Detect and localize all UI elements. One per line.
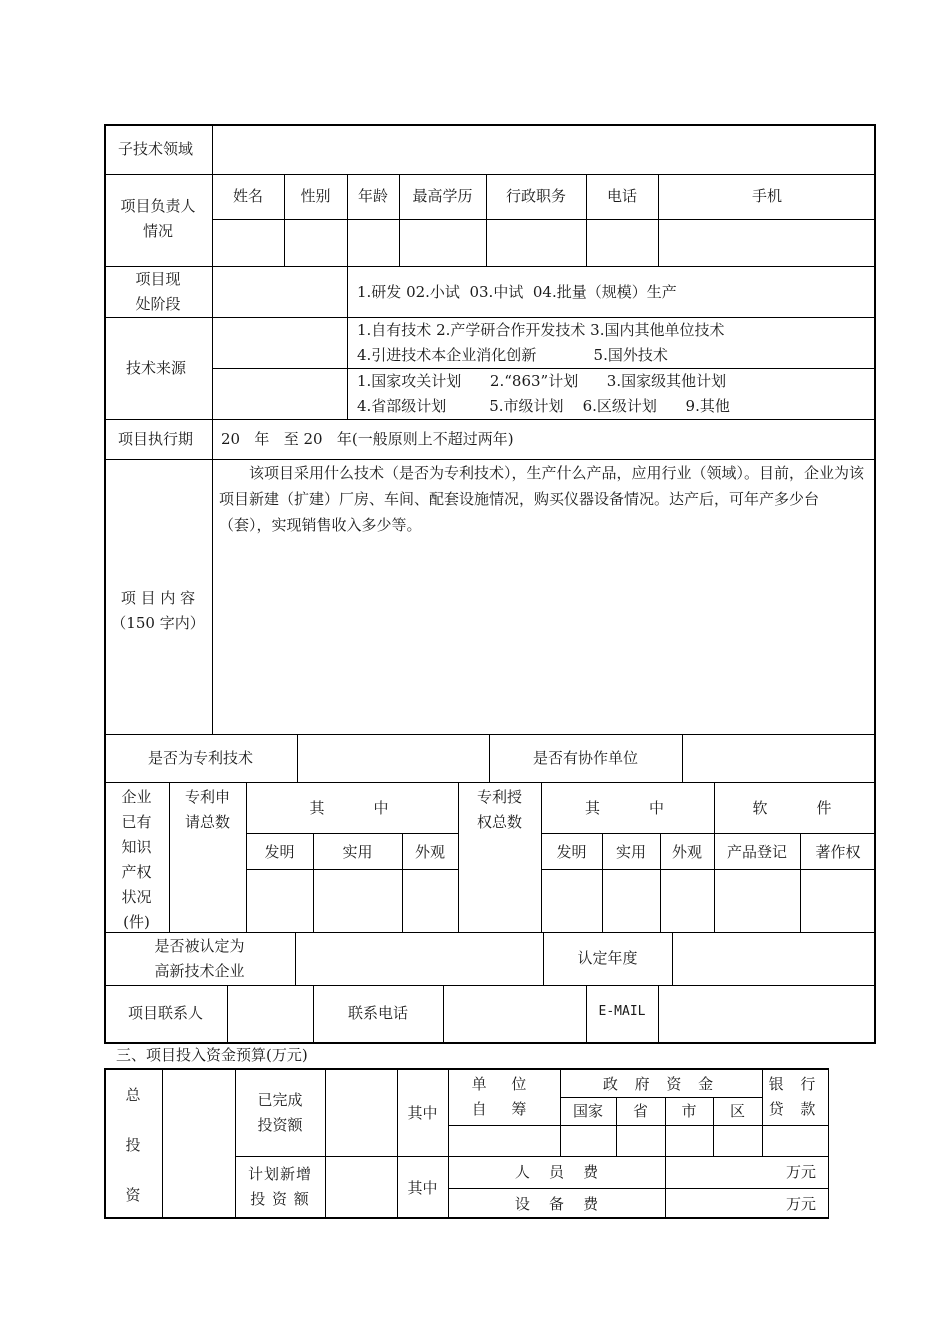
cert-year-input[interactable] [673,933,874,984]
budget-row-line [560,1097,762,1098]
sub-tech-field-label: 子技术领域 [118,140,194,158]
among-label-b: 其中 [407,1179,438,1197]
row-line [104,317,876,318]
equipment-unit: 万元 [786,1195,817,1213]
leader-col-education: 最高学历 [412,187,473,205]
gov-funds-label: 政 府 资 金 [602,1075,720,1093]
district-label: 区 [729,1102,745,1120]
completed-investment-label: 已完成 投资额 [257,1091,303,1134]
design-label-2: 外观 [671,843,702,861]
planned-investment-label: 计划新增 投 资 额 [247,1165,312,1208]
row-line [104,266,876,267]
period-value[interactable]: 20 年 至 20 年(一般原则上不超过两年) [221,430,514,448]
leader-mobile-input[interactable] [659,220,874,265]
col-line [212,124,213,734]
phone-input[interactable] [444,986,585,1042]
bank-loan-label: 银 行 贷 款 [768,1075,822,1118]
leader-col-phone: 电话 [606,187,637,205]
budget-col-line [325,1068,326,1219]
email-label: E-MAIL [598,1004,646,1019]
design-label-1: 外观 [414,843,445,861]
row-line [104,174,876,175]
partner-label: 是否有协作单位 [532,749,638,767]
leader-name-input[interactable] [213,220,283,265]
content-label: 项 目 内 容 （150 字内） [111,589,205,632]
invention-label-1: 发明 [264,843,295,861]
stage-label: 项目现 处阶段 [135,270,181,313]
leader-col-position: 行政职务 [505,187,566,205]
leader-col-gender: 性别 [300,187,331,205]
leader-info-label: 项目负责人 情况 [120,197,196,240]
plan-line1: 1.国家攻关计划 2.“863”计划 3.国家级其他计划 [357,372,727,390]
budget-col-line [162,1068,163,1219]
period-label: 项目执行期 [118,430,194,448]
among-label-2: 其 中 [584,799,671,817]
personnel-unit: 万元 [786,1163,817,1181]
software-label: 软 件 [752,799,838,817]
utility-label-2: 实用 [615,843,646,861]
product-registration-label: 产品登记 [726,843,787,861]
patent-grant-total-label: 专利授 权总数 [476,788,522,831]
col-line [347,266,348,419]
equipment-cost-label: 设 备 费 [514,1195,599,1213]
leader-col-mobile: 手机 [751,187,782,205]
row-line [246,869,458,870]
national-label: 国家 [572,1102,603,1120]
budget-section-title: 三、项目投入资金预算(万元) [116,1046,308,1064]
cert-year-label: 认定年度 [577,949,638,967]
tech-source-line2: 4.引进技术本企业消化创新 5.国外技术 [357,346,668,364]
budget-row-line [448,1125,828,1126]
tech-source-label: 技术来源 [126,359,187,377]
row-line [246,833,458,834]
patent-tech-label: 是否为专利技术 [147,749,253,767]
tech-source-line1: 1.自有技术 2.产学研合作开发技术 3.国内其他单位技术 [357,321,725,339]
leader-col-name: 姓名 [232,187,263,205]
ip-status-label: 企业 已有 知识 产权 状况 (件) [121,788,152,931]
sub-tech-field-input[interactable] [214,126,874,173]
row-line [104,782,876,783]
province-label: 省 [632,1102,648,1120]
row-line [541,869,876,870]
content-text[interactable]: 该项目采用什么技术（是否为专利技术），生产什么产品，应用行业（领域）。目前，企业为该项目新建（扩建）厂房、车间、配套设施情况，购买仪器设备情况。达产后，可年产多少台（套），实现销售收入多少等。 [219,464,865,534]
row-line [104,419,876,420]
total-investment-char-3: 资 [125,1186,141,1204]
contact-label: 项目联系人 [127,1004,203,1022]
hitech-enterprise-input[interactable] [296,933,542,984]
partner-input[interactable] [683,735,874,781]
leader-col-age: 年龄 [357,187,388,205]
utility-label-1: 实用 [342,843,373,861]
total-investment-char-1: 总 [125,1086,141,1104]
row-line [541,833,876,834]
stage-options: 1.研发 02.小试 03.中试 04.批量（规模）生产 [357,283,677,301]
patent-apply-total-label: 专利申 请总数 [184,788,230,831]
row-line [212,368,876,369]
invention-label-2: 发明 [556,843,587,861]
hitech-enterprise-label: 是否被认定为 高新技术企业 [154,937,245,980]
plan-line2: 4.省部级计划 5.市级计划 6.区级计划 9.其他 [357,397,730,415]
city-label: 市 [681,1102,697,1120]
email-input[interactable] [659,986,874,1042]
among-label-1: 其 中 [309,799,395,817]
among-label-a: 其中 [407,1104,438,1122]
patent-tech-input[interactable] [298,735,488,781]
unit-self-raised-label: 单 位 自 筹 [471,1075,537,1118]
budget-row-line [448,1188,828,1189]
budget-row-line [235,1156,828,1157]
copyright-label: 著作权 [815,843,861,861]
contact-input[interactable] [228,986,312,1042]
phone-label: 联系电话 [347,1004,408,1022]
total-investment-char-2: 投 [125,1136,141,1154]
personnel-cost-label: 人 员 费 [514,1163,599,1181]
